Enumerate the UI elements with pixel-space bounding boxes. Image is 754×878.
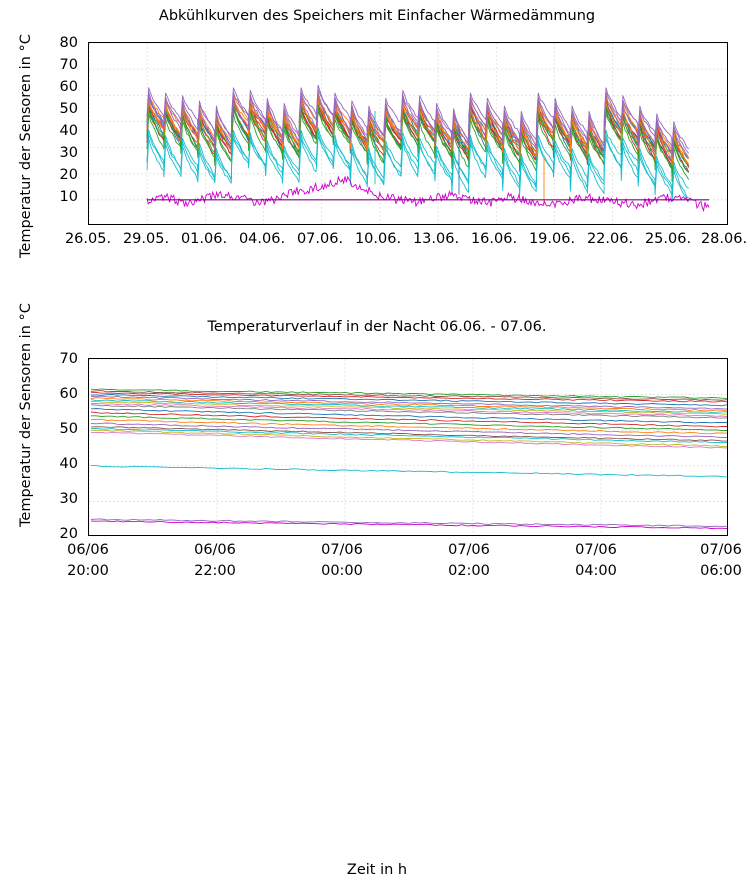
x-tick-label-time: 02:00	[448, 563, 490, 579]
x-axis-label-bottom: Zeit in h	[346, 862, 408, 878]
y-tick-label: 60	[59, 386, 78, 402]
y-tick-label: 20	[59, 526, 78, 542]
y-tick-label: 20	[59, 167, 78, 183]
y-tick-label: 70	[59, 351, 78, 367]
chart-panel-bottom	[0, 285, 754, 878]
x-tick-label-time: 04:00	[575, 563, 617, 579]
x-tick-label-date: 07/06	[700, 542, 742, 558]
x-tick-label: 22.06.	[586, 231, 634, 247]
chart-title-top: Abkühlkurven des Speichers mit Einfacher Wärmedämmung	[158, 8, 596, 24]
y-tick-label: 30	[59, 145, 78, 161]
x-tick-label: 16.06.	[470, 231, 518, 247]
x-tick-label-date: 07/06	[321, 542, 363, 558]
y-tick-label: 40	[59, 456, 78, 472]
x-tick-label-time: 06:00	[700, 563, 742, 579]
chart-title-bottom: Temperaturverlauf in der Nacht 06.06. - 07.06.	[207, 319, 547, 335]
x-tick-label-time: 22:00	[194, 563, 236, 579]
y-tick-label: 50	[59, 421, 78, 437]
x-tick-label-date: 06/06	[67, 542, 109, 558]
x-tick-label: 26.05.	[64, 231, 112, 247]
x-tick-label-date: 06/06	[194, 542, 236, 558]
plot-area-bottom	[88, 358, 728, 536]
y-tick-label: 60	[59, 79, 78, 95]
x-tick-label: 25.06.	[644, 231, 692, 247]
y-tick-label: 10	[59, 189, 78, 205]
y-tick-label: 80	[59, 35, 78, 51]
x-tick-label: 28.06.	[700, 231, 748, 247]
series-lines-top	[89, 43, 728, 225]
y-axis-label-top: Temperatur der Sensoren in °C	[18, 34, 34, 258]
x-tick-label-time: 20:00	[67, 563, 109, 579]
x-tick-label: 04.06.	[238, 231, 286, 247]
x-tick-label-date: 07/06	[448, 542, 490, 558]
y-tick-label: 50	[59, 101, 78, 117]
x-tick-label-time: 00:00	[321, 563, 363, 579]
series-lines-bottom	[89, 359, 728, 536]
y-axis-label-bottom: Temperatur der Sensoren in °C	[18, 303, 34, 527]
x-tick-label: 29.05.	[122, 231, 170, 247]
x-tick-label: 07.06.	[296, 231, 344, 247]
x-tick-label: 13.06.	[412, 231, 460, 247]
x-tick-label: 19.06.	[528, 231, 576, 247]
y-tick-label: 30	[59, 491, 78, 507]
chart-panel-top	[0, 0, 754, 285]
x-tick-label-date: 07/06	[575, 542, 617, 558]
x-tick-label: 01.06.	[180, 231, 228, 247]
y-tick-label: 40	[59, 123, 78, 139]
y-tick-label: 70	[59, 57, 78, 73]
plot-area-top	[88, 42, 728, 225]
x-tick-label: 10.06.	[354, 231, 402, 247]
